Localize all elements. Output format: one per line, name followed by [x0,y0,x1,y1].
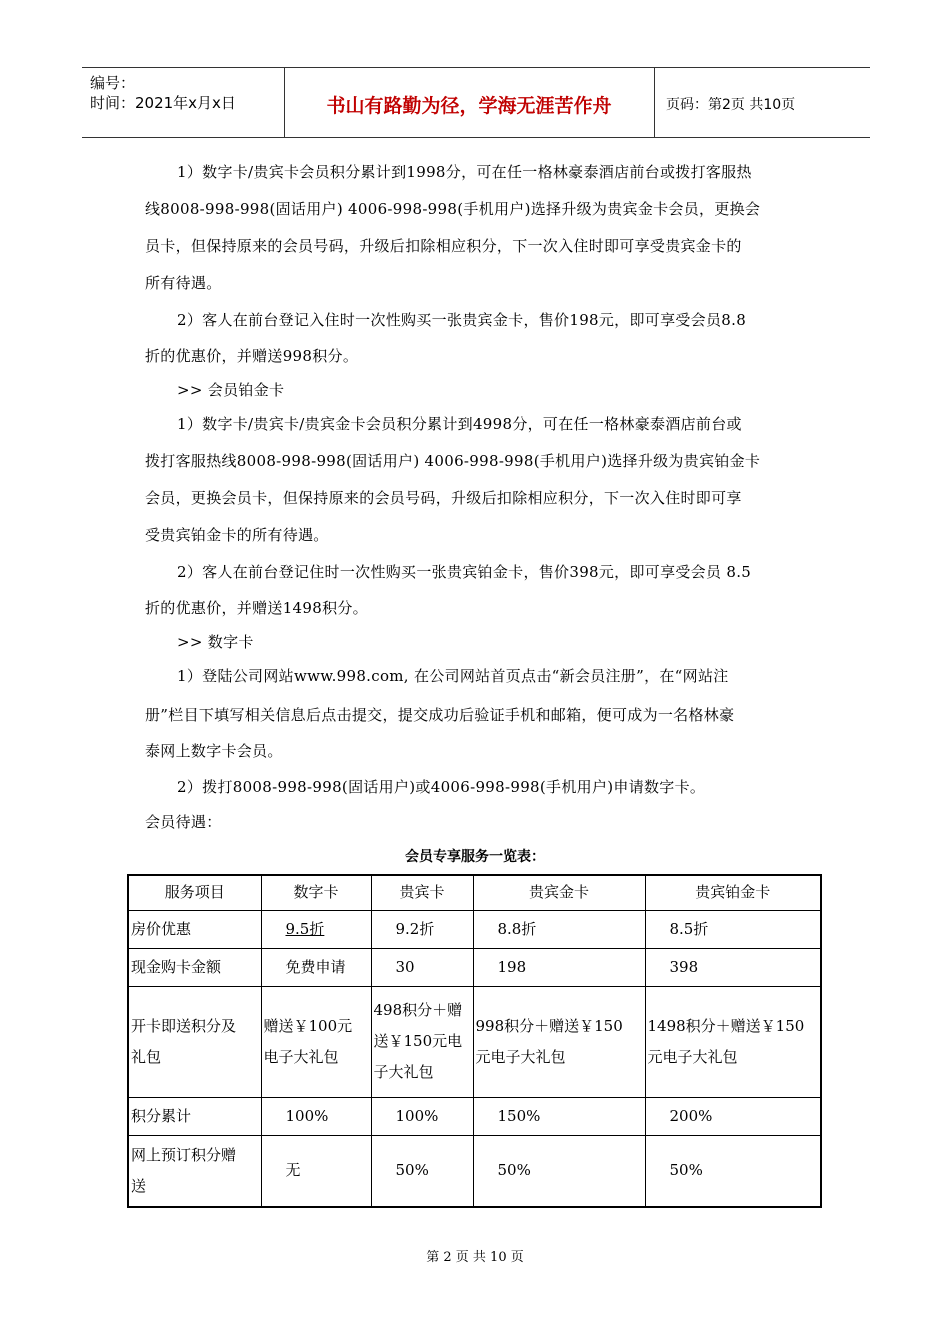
table-cell: 免费申请 [261,948,371,986]
paragraph-line: 折的优惠价，并赠送1498积分。 [145,599,368,617]
table-row [128,910,821,948]
table-cell: 无 [261,1135,371,1207]
table-cell: 赠送￥100元 电子大礼包 [261,986,371,1097]
table-cell: 1498积分＋赠送￥150 元电子大礼包 [645,986,821,1097]
table-cell: 30 [371,948,473,986]
section-heading: >> 会员铂金卡 [177,381,285,399]
row-label: 现金购卡金额 [128,948,261,986]
section-heading: >> 数字卡 [177,633,254,651]
row-label: 网上预订积分赠 送 [128,1135,261,1207]
row-label: 开卡即送积分及 礼包 [128,986,261,1097]
paragraph-line: 会员，更换会员卡，但保持原来的会员号码，升级后扣除相应积分，下一次入住时即可享 [145,489,742,507]
table-cell: 998积分＋赠送￥150 元电子大礼包 [473,986,645,1097]
table-cell: 398 [645,948,821,986]
header-cell: 贵宾金卡 [473,875,645,910]
table-cell: 200% [645,1097,821,1135]
table-cell: 9.5折 [285,919,325,938]
header-cell: 服务项目 [128,875,261,910]
member-service-table [127,874,822,1208]
table-cell: 50% [645,1135,821,1207]
paragraph-line: 2）拨打8008-998-998(固话用户)或4006-998-998(手机用户)申请数字卡。 [177,778,706,796]
paragraph-line: 受贵宾铂金卡的所有待遇。 [145,526,329,544]
paragraph-line: 拨打客服热线8008-998-998(固话用户) 4006-998-998(手机用户)选择升级为贵宾铂金卡 [145,452,761,470]
paragraph-line: 1）数字卡/贵宾卡/贵宾金卡会员积分累计到4998分，可在任一格林豪泰酒店前台或 [177,415,742,433]
paragraph-line: 线8008-998-998(固话用户) 4006-998-998(手机用户)选择升级为贵宾金卡会员，更换会 [145,200,761,218]
table-header-row [128,875,821,910]
header-meta [90,73,236,113]
table-cell: 9.2折 [371,910,473,948]
table-cell: 498积分＋赠 送￥150元电 子大礼包 [371,986,473,1097]
header-cell: 贵宾铂金卡 [645,875,821,910]
paragraph-line: 册”栏目下填写相关信息后点击提交，提交成功后验证手机和邮箱，便可成为一名格林豪 [145,706,735,724]
header-divider [654,68,655,137]
paragraph-line: 泰网上数字卡会员。 [145,742,283,760]
paragraph-line: 2）客人在前台登记住时一次性购买一张贵宾铂金卡，售价398元，即可享受会员 8.5 [177,563,752,581]
table-cell: 50% [371,1135,473,1207]
row-label: 房价优惠 [128,910,261,948]
paragraph-line: 1）数字卡/贵宾卡会员积分累计到1998分，可在任一格林豪泰酒店前台或拨打客服热 [177,163,752,181]
table-cell: 8.5折 [645,910,821,948]
table-cell: 100% [261,1097,371,1135]
header-motto: 书山有路勤为径，学海无涯苦作舟 [326,95,612,117]
paragraph-line: 会员待遇： [145,813,222,831]
paragraph-line: 1）登陆公司网站www.998.com, 在公司网站首页点击“新会员注册”，在“网站注 [177,667,729,685]
table-cell: 8.8折 [473,910,645,948]
paragraph-line: 2）客人在前台登记入住时一次性购买一张贵宾金卡，售价198元，即可享受会员8.8 [177,311,747,329]
table-cell: 50% [473,1135,645,1207]
page-footer: 第 2 页 共 10 页 [426,1250,524,1265]
table-cell: 100% [371,1097,473,1135]
header-page-info: 页码：第2页 共10页 [666,97,796,113]
paragraph-line: 员卡，但保持原来的会员号码，升级后扣除相应积分，下一次入住时即可享受贵宾金卡的 [145,237,742,255]
header-cell: 数字卡 [261,875,371,910]
page-header [82,67,870,138]
code-label: 编号： [90,74,136,92]
table-cell: 150% [473,1097,645,1135]
table-row [128,1097,821,1135]
table-row [128,948,821,986]
table-row [128,1135,821,1207]
header-cell: 贵宾卡 [371,875,473,910]
table-cell: 198 [473,948,645,986]
row-label: 积分累计 [128,1097,261,1135]
table-row [128,986,821,1097]
date-label: 时间：2021年x月x日 [90,94,236,112]
paragraph-line: 所有待遇。 [145,274,222,292]
table-caption: 会员专享服务一览表： [405,849,545,865]
paragraph-line: 折的优惠价，并赠送998积分。 [145,347,359,365]
